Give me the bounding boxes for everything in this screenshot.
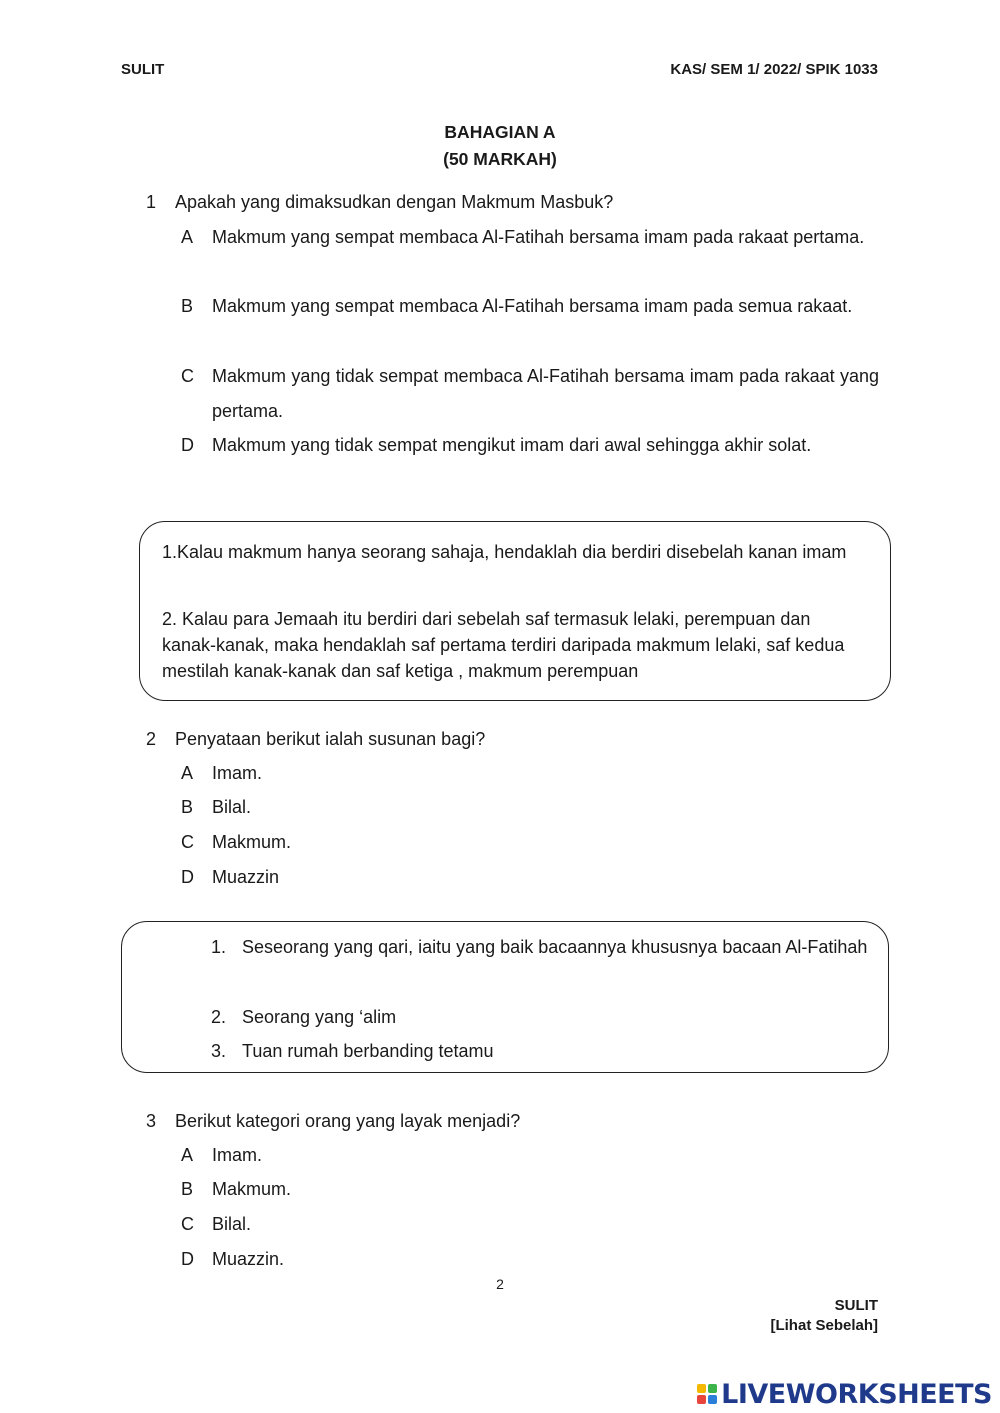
- option-letter: C: [181, 1214, 194, 1234]
- option-letter: B: [181, 1179, 194, 1199]
- option-text: Makmum yang sempat membaca Al-Fatihah bersama imam pada semua rakaat.: [212, 296, 853, 316]
- list-text: Tuan rumah berbanding tetamu: [242, 1041, 494, 1061]
- footer-sulit: SULIT: [834, 1297, 878, 1314]
- q2-option-c[interactable]: [181, 825, 879, 860]
- list-text: Seorang yang ‘alim: [242, 1007, 397, 1027]
- list-number: 3.: [211, 1041, 227, 1061]
- option-letter: B: [181, 296, 194, 316]
- footer: [770, 1296, 878, 1336]
- option-text: Imam.: [212, 763, 263, 783]
- logo-square: [708, 1395, 717, 1404]
- q2-option-d[interactable]: [181, 860, 879, 895]
- question-number: 3: [146, 1111, 157, 1131]
- list-text: Seseorang yang qari, iaitu yang baik bacaannya khususnya bacaan Al-Fatihah: [242, 937, 868, 957]
- list-number: 2.: [211, 1007, 227, 1027]
- question-text: Apakah yang dimaksudkan dengan Makmum Masbuk?: [175, 192, 614, 212]
- question-text: Berikut kategori orang yang layak menjadi?: [175, 1111, 521, 1131]
- option-letter: A: [181, 1145, 194, 1165]
- option-letter: D: [181, 1249, 194, 1269]
- logo-square: [708, 1384, 717, 1393]
- statement-box-1: [139, 521, 891, 701]
- box2-list-item-1: [211, 930, 881, 965]
- option-letter: A: [181, 763, 194, 783]
- q1-option-a[interactable]: [181, 220, 879, 255]
- q1-option-c[interactable]: [181, 359, 879, 428]
- statement-paragraph-2: 2. Kalau para Jemaah itu berdiri dari sebelah saf termasuk lelaki, perempuan dan kanak-kanak, maka hendaklah saf pertama terdiri daripada makmum lelaki, saf kedua mestilah kanak-kanak dan saf ketiga , makmum perempuan: [162, 609, 845, 681]
- box2-list-item-3: [211, 1034, 881, 1069]
- list-number: 1.: [211, 937, 227, 957]
- page-number: 2: [496, 1276, 504, 1292]
- liveworksheets-logo[interactable]: [697, 1376, 992, 1412]
- option-letter: C: [181, 832, 194, 852]
- header-left-label: SULIT: [121, 61, 165, 78]
- option-letter: D: [181, 867, 194, 887]
- logo-grid-icon: [697, 1384, 717, 1404]
- option-letter: B: [181, 797, 194, 817]
- option-text: Muazzin: [212, 867, 280, 887]
- option-letter: A: [181, 227, 194, 247]
- q3-option-b[interactable]: [181, 1172, 879, 1207]
- option-text: Imam.: [212, 1145, 263, 1165]
- question-number: 1: [146, 192, 157, 212]
- option-text: Makmum.: [212, 1179, 292, 1199]
- option-text: Makmum yang tidak sempat mengikut imam dari awal sehingga akhir solat.: [212, 435, 812, 455]
- statement-paragraph-1: 1.Kalau makmum hanya seorang sahaja, hendaklah dia berdiri disebelah kanan imam: [162, 542, 847, 562]
- logo-square: [697, 1395, 706, 1404]
- q1-option-d[interactable]: [181, 428, 879, 463]
- question-text: Penyataan berikut ialah susunan bagi?: [175, 729, 486, 749]
- option-text: Makmum yang sempat membaca Al-Fatihah bersama imam pada rakaat pertama.: [212, 227, 865, 247]
- option-text: Bilal.: [212, 797, 252, 817]
- section-marks: (50 MARKAH): [443, 149, 557, 169]
- box2-list-item-2: [211, 1000, 881, 1035]
- q1-option-b[interactable]: [181, 289, 879, 324]
- logo-text: LIVEWORKSHEETS: [721, 1378, 992, 1410]
- section-title: BAHAGIAN A: [444, 122, 556, 142]
- q2-option-a[interactable]: [181, 756, 879, 791]
- q3-option-a[interactable]: [181, 1138, 879, 1173]
- option-letter: D: [181, 435, 194, 455]
- option-text: Bilal.: [212, 1214, 252, 1234]
- header-right-code: KAS/ SEM 1/ 2022/ SPIK 1033: [670, 61, 878, 78]
- q2-option-b[interactable]: [181, 790, 879, 825]
- footer-next-page: [Lihat Sebelah]: [770, 1317, 878, 1334]
- q3-option-d[interactable]: [181, 1242, 879, 1277]
- option-text: Muazzin.: [212, 1249, 285, 1269]
- option-letter: C: [181, 366, 194, 386]
- question-number: 2: [146, 729, 157, 749]
- q3-option-c[interactable]: [181, 1207, 879, 1242]
- option-text: Makmum.: [212, 832, 292, 852]
- logo-square: [697, 1384, 706, 1393]
- option-text: Makmum yang tidak sempat membaca Al-Fatihah bersama imam pada rakaat yang pertama.: [212, 366, 879, 421]
